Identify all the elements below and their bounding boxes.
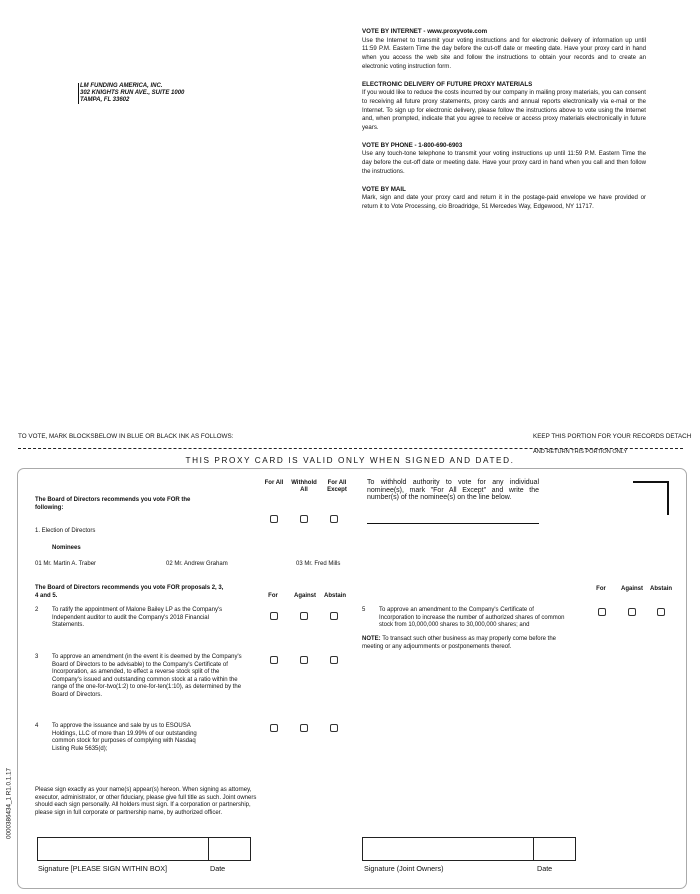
electronic-delivery-body: If you would like to reduce the costs incurred by our company in mailing proxy materials, you can consent to receiving all future proxy statements, proxy cards and annual reports electronically via e-mail or the Internet. To sign up for electronic delivery, please follow the instructions above to vote using the Internet and, when prompted, indicate that you agree to receive or access proxy materials electronically in future years. bbox=[362, 89, 646, 132]
nominee-01: 01 Mr. Martin A. Traber bbox=[35, 561, 97, 567]
col-abstain: Abstain bbox=[323, 593, 346, 599]
electronic-delivery-heading: ELECTRONIC DELIVERY OF FUTURE PROXY MATERIALS bbox=[362, 80, 533, 88]
signature-label: Signature [PLEASE SIGN WITHIN BOX] bbox=[38, 864, 168, 873]
vote-internet-heading: VOTE BY INTERNET - www.proxyvote.com bbox=[362, 28, 488, 35]
company-address-line1: 302 KNIGHTS RUN AVE., SUITE 1000 bbox=[80, 90, 185, 96]
nominees-label: Nominees bbox=[52, 545, 81, 551]
directors-recommend: The Board of Directors recommends you vote FOR the following: bbox=[35, 497, 191, 511]
col-against: Against bbox=[293, 593, 316, 599]
proposal-2-for-checkbox[interactable] bbox=[270, 612, 278, 620]
proposal-5-abstain-checkbox[interactable] bbox=[657, 608, 665, 616]
proposal-5-text: To approve an amendment to the Company's Certificate of Incorporation to increase the number of authorized shares of common stock from 10,000,000 shares to 30,000,000 shares; and bbox=[379, 607, 565, 628]
nominee-03: 03 Mr. Fred Mills bbox=[296, 561, 341, 567]
joint-date-label: Date bbox=[537, 864, 553, 873]
vote-mail-heading: VOTE BY MAIL bbox=[362, 185, 406, 193]
proposal-5-num: 5 bbox=[362, 607, 366, 613]
for-all-checkbox[interactable] bbox=[270, 515, 278, 523]
date-box[interactable] bbox=[208, 837, 251, 861]
joint-signature-label: Signature (Joint Owners) bbox=[364, 864, 444, 873]
col-abstain-right: Abstain bbox=[649, 586, 672, 592]
col-for-all: For All bbox=[264, 480, 284, 486]
nominee-write-line[interactable] bbox=[367, 523, 539, 524]
proposal-4-for-checkbox[interactable] bbox=[270, 724, 278, 732]
vote-internet-body: Use the Internet to transmit your voting instructions and for electronic delivery of information up until 11:59 P.M. Eastern Time the day before the cut-off date or meeting date. Have your proxy card in hand when you access the web site and follow the instructions to obtain your records and to create an electronic voting instruction form. bbox=[362, 36, 646, 70]
voting-instructions bbox=[362, 28, 646, 221]
address-bar bbox=[78, 83, 79, 104]
signature-box[interactable] bbox=[37, 837, 209, 861]
note bbox=[362, 636, 567, 651]
detach-return-text: AND RETURN THIS PORTION ONLY bbox=[533, 449, 628, 455]
company-address bbox=[80, 83, 184, 104]
proposal-3-text: To approve an amendment (in the event it is deemed by the Company's Board of Directors to be advisable) to the Company's Certificate of Incorporation, as amended, to effect a reverse stock split of the Company's issued and outstanding common stock at a ratio within the range of the one-for-two(1:2) to one-for-ten(1:10), as determined by the Board of Directors. bbox=[52, 654, 242, 698]
nominee-02: 02 Mr. Andrew Graham bbox=[166, 561, 228, 567]
proposal-4-text: To approve the issuance and sale by us to ESOUSA Holdings, LLC of more than 19.99% of our outstanding common stock for purposes of complying with Nasdaq Listing Rule 5635(d); bbox=[52, 723, 197, 752]
company-address-line2: TAMPA, FL 33602 bbox=[80, 97, 130, 103]
keep-portion-text: KEEP THIS PORTION FOR YOUR RECORDS DETACH bbox=[533, 433, 692, 440]
proposal-5-for-checkbox[interactable] bbox=[598, 608, 606, 616]
proposal-2-against-checkbox[interactable] bbox=[300, 612, 308, 620]
proposal-3-against-checkbox[interactable] bbox=[300, 656, 308, 664]
vote-mail-body: Mark, sign and date your proxy card and return it in the postage-paid envelope we have provided or return it to Vote Processing, c/o Broadridge, 51 Mercedes Way, Edgewood, NY 11717. bbox=[362, 194, 646, 210]
proposal-4-num: 4 bbox=[35, 723, 39, 729]
for-all-except-checkbox[interactable] bbox=[330, 515, 338, 523]
note-label: NOTE: bbox=[362, 636, 381, 642]
proposal-4-against-checkbox[interactable] bbox=[300, 724, 308, 732]
scan-corner-mark bbox=[633, 481, 669, 515]
proposal-3-num: 3 bbox=[35, 654, 39, 660]
sign-instructions: Please sign exactly as your name(s) appear(s) hereon. When signing as attorney, executor, administrator, or other fiduciary, please give full title as such. Joint owners should each sign personally. All holders must sign. If a corporation or partnership, please sign in full corporate or partnership name, by authorized officer. bbox=[35, 787, 257, 816]
date-label: Date bbox=[210, 864, 226, 873]
vote-phone-body: Use any touch-tone telephone to transmit your voting instructions up until 11:59 P.M. Eastern Time the day before the cut-off date or meeting date. Have your proxy card in hand when you call and then follow the instructions. bbox=[362, 150, 646, 175]
company-name: LM FUNDING AMERICA, INC. bbox=[80, 83, 163, 89]
proposals-recommend: The Board of Directors recommends you vote FOR proposals 2, 3, 4 and 5. bbox=[35, 585, 224, 599]
col-for-all-except: For All Except bbox=[327, 480, 347, 493]
mark-instructions: TO VOTE, MARK BLOCKSBELOW IN BLUE OR BLACK INK AS FOLLOWS: bbox=[18, 433, 234, 440]
col-for: For bbox=[268, 593, 278, 599]
proposal-4-abstain-checkbox[interactable] bbox=[330, 724, 338, 732]
col-withhold-all: Withhold All bbox=[291, 480, 317, 493]
joint-date-box[interactable] bbox=[533, 837, 576, 861]
vote-phone-heading: VOTE BY PHONE - 1-800-690-6903 bbox=[362, 141, 463, 149]
proposal-3-abstain-checkbox[interactable] bbox=[330, 656, 338, 664]
proposal-2-num: 2 bbox=[35, 607, 39, 613]
proposal-5-against-checkbox[interactable] bbox=[628, 608, 636, 616]
proposal-3-for-checkbox[interactable] bbox=[270, 656, 278, 664]
withhold-instructions: To withhold authority to vote for any individual nominee(s), mark "For All Except" and write the number(s) of the nominee(s) on the line below. bbox=[367, 479, 539, 502]
election-item: 1. Election of Directors bbox=[35, 528, 96, 534]
withhold-all-checkbox[interactable] bbox=[300, 515, 308, 523]
col-against-right: Against bbox=[620, 586, 643, 592]
proposal-2-abstain-checkbox[interactable] bbox=[330, 612, 338, 620]
proposal-2-text: To ratify the appointment of Malone Bailey LP as the Company's Independent auditor to audit the Company's 2018 Financial Statements. bbox=[52, 607, 223, 628]
col-for-right: For bbox=[596, 586, 606, 592]
joint-signature-box[interactable] bbox=[362, 837, 534, 861]
note-text: To transact such other business as may properly come before the meeting or any adjournments or postponements thereof. bbox=[362, 636, 556, 650]
side-code: 0000386434_1 R1.0.1.17 bbox=[5, 767, 13, 840]
valid-notice: THIS PROXY CARD IS VALID ONLY WHEN SIGNED AND DATED. bbox=[185, 456, 515, 465]
